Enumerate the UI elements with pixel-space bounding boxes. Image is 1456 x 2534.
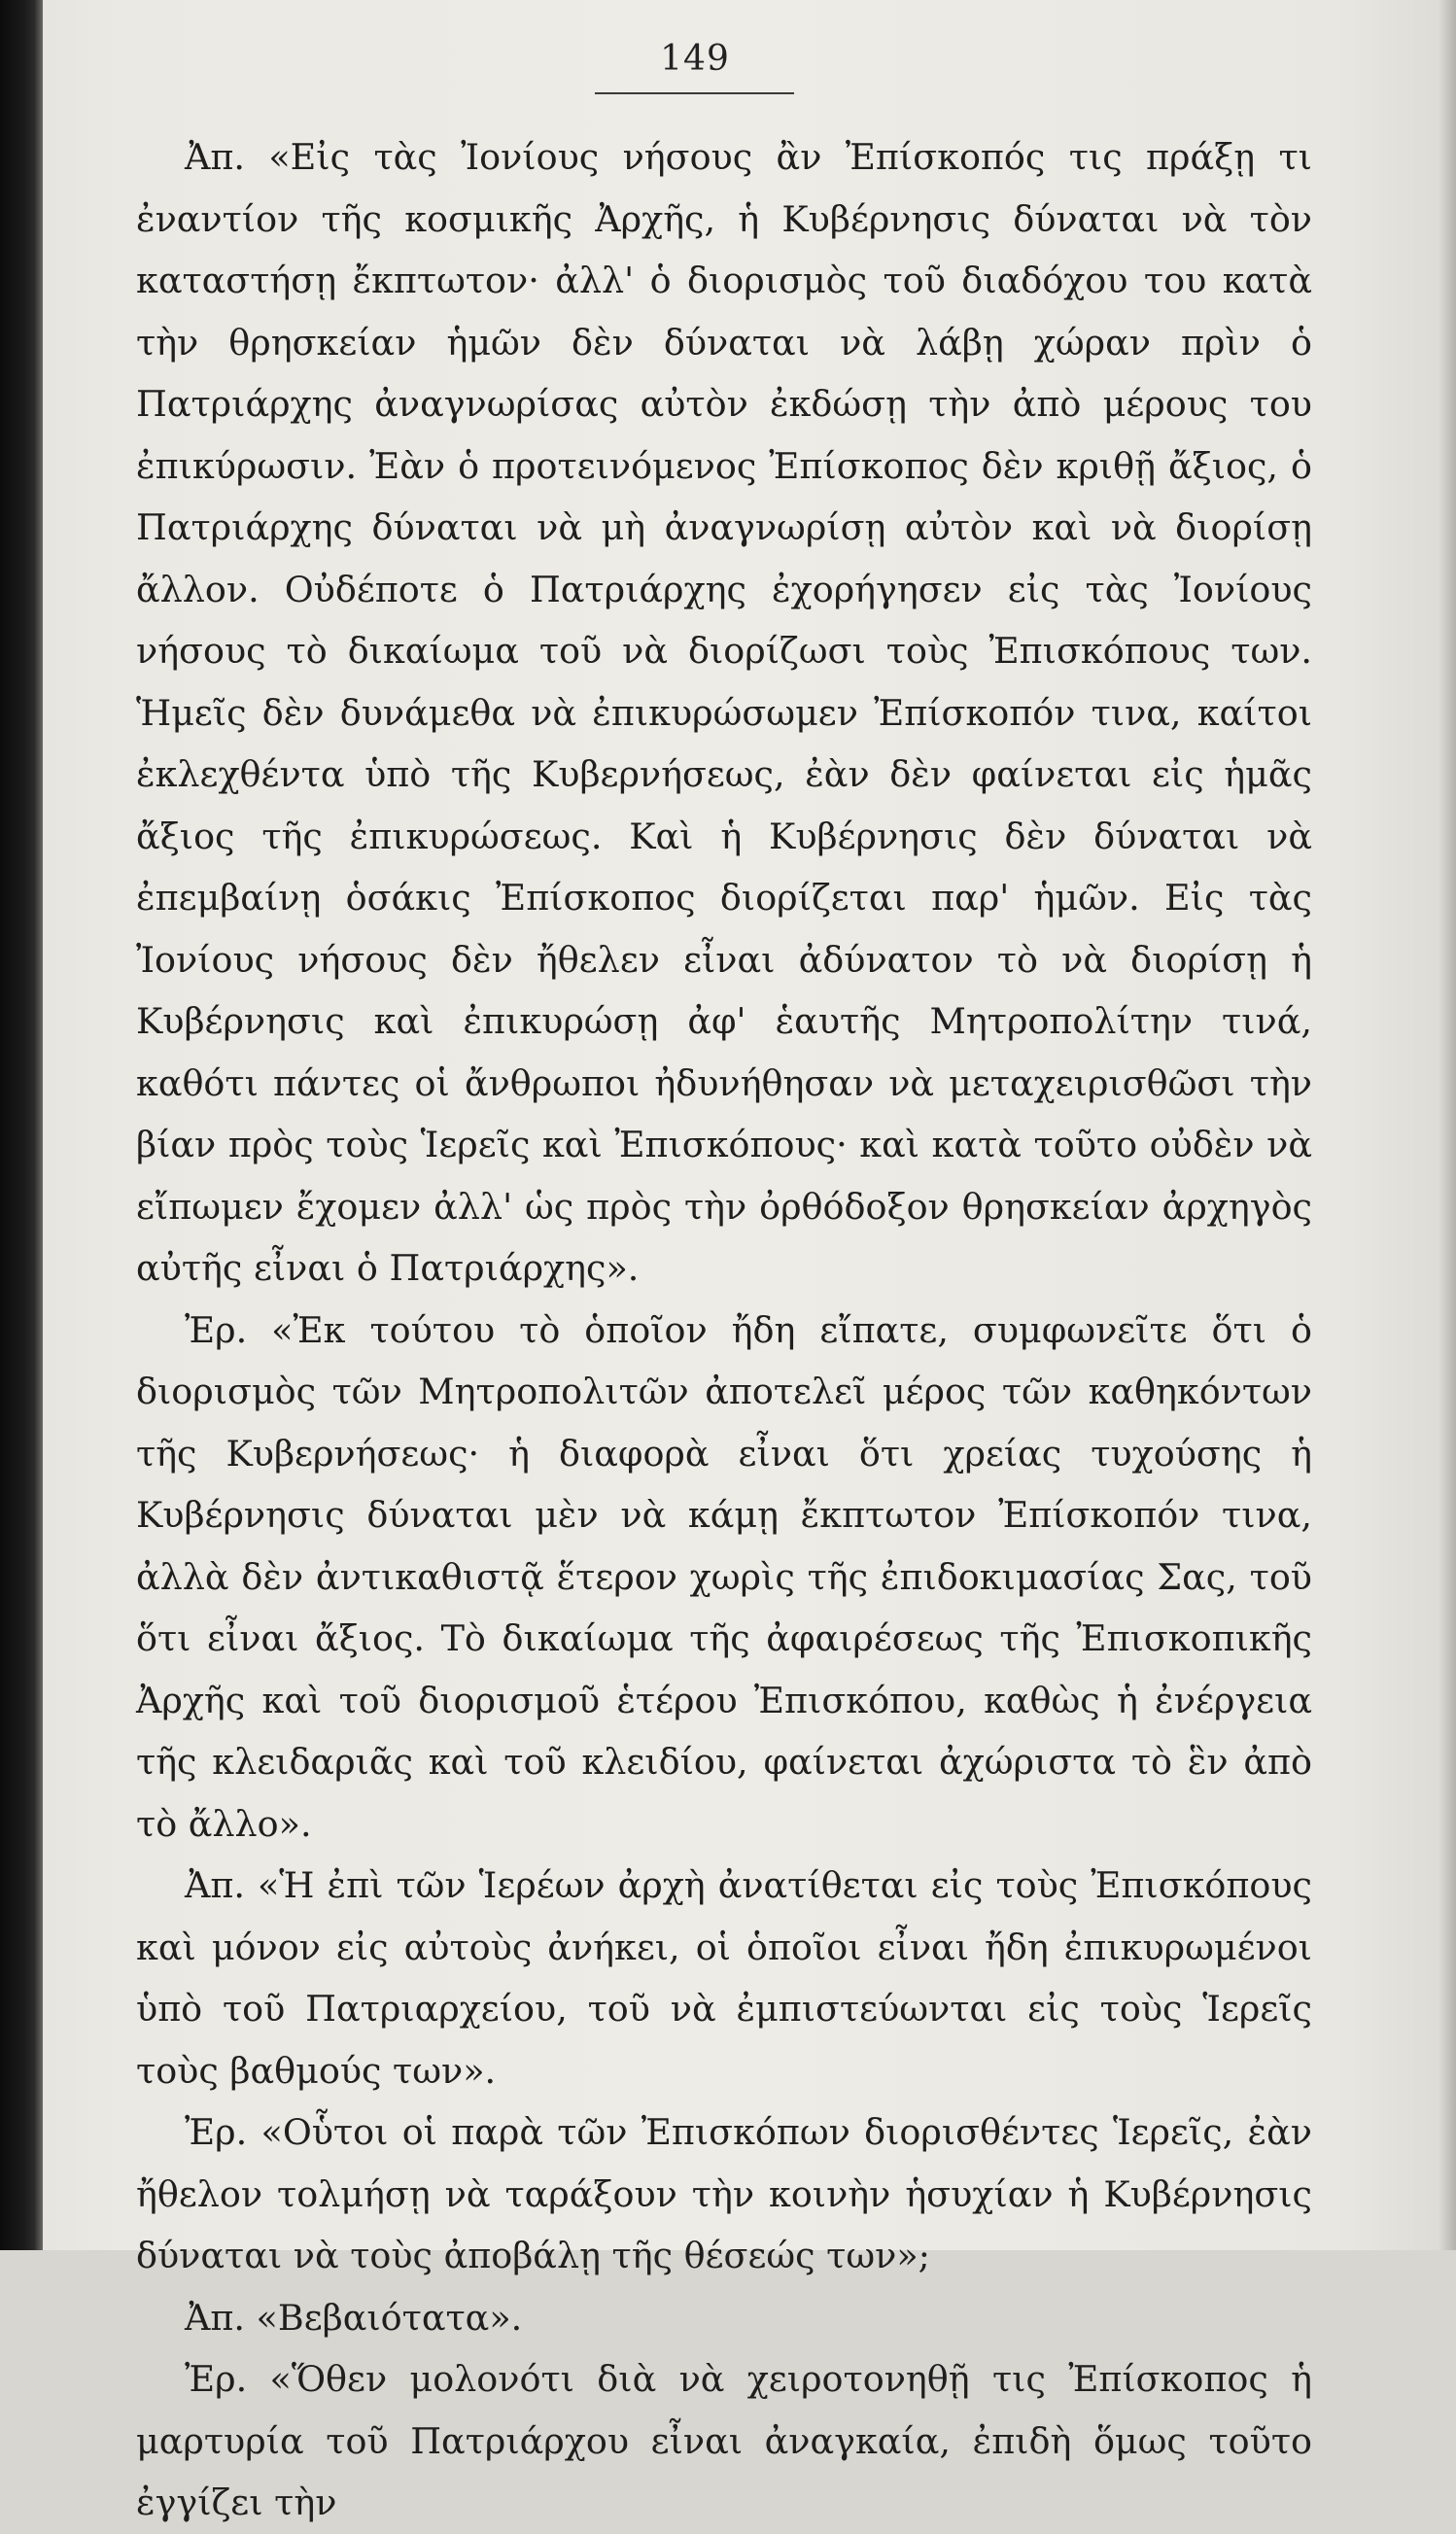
paragraph-question-2: Ἐρ. «Οὗτοι οἱ παρὰ τῶν Ἐπισκόπων διορισθέντες Ἱερεῖς, ἐὰν ἤθελον τολμήσῃ νὰ ταράξουν τὴν κοινὴν ἡσυχίαν ἡ Κυβέρνησις δύναται νὰ τοὺς ἀποβάλῃ τῆς θέσεώς των»; <box>136 2111 1312 2276</box>
body-text <box>136 126 1312 2534</box>
header-rule <box>595 92 794 94</box>
paragraph-answer-1: Ἀπ. «Εἰς τὰς Ἰονίους νήσους ἂν Ἐπίσκοπός τις πράξῃ τι ἐναντίον τῆς κοσμικῆς Ἀρχῆς, ἡ Κυβέρνησις δύναται νὰ τὸν καταστήσῃ ἔκπτωτον· ἀλλ' ὁ διορισμὸς τοῦ διαδόχου του κατὰ τὴν θρησκείαν ἡμῶν δὲν δύναται νὰ λάβῃ χώραν πρὶν ὁ Πατριάρχης ἀναγνωρίσας αὐτὸν ἐκδώσῃ τὴν ἀπὸ μέρους του ἐπικύρωσιν. Ἐὰν ὁ προτεινόμενος Ἐπίσκοπος δὲν κριθῇ ἄξιος, ὁ Πατριάρχης δύναται νὰ μὴ ἀναγνωρίσῃ αὐτὸν καὶ νὰ διορίσῃ ἄλλον. Οὐδέποτε ὁ Πατριάρχης ἐχορήγησεν εἰς τὰς Ἰονίους νήσους τὸ δικαίωμα τοῦ νὰ διορίζωσι τοὺς Ἐπισκόπους των. Ἡμεῖς δὲν δυνάμεθα νὰ ἐπικυρώσωμεν Ἐπίσκοπόν τινα, καίτοι ἐκλεχθέντα ὑπὸ τῆς Κυβερνήσεως, ἐὰν δὲν φαίνεται εἰς ἡμᾶς ἄξιος τῆς ἐπικυρώσεως. Καὶ ἡ Κυβέρνησις δὲν δύναται νὰ ἐπεμβαίνῃ ὁσάκις Ἐπίσκοπος διορίζεται παρ' ἡμῶν. Εἰς τὰς Ἰονίους νήσους δὲν ἤθελεν εἶναι ἀδύνατον τὸ νὰ διορίσῃ ἡ Κυβέρνησις καὶ ἐπικυρώσῃ ἀφ' ἑαυτῆς Μητροπολίτην τινά, καθότι πάντες οἱ ἄνθρωποι ἠδυνήθησαν νὰ μεταχειρισθῶσι τὴν βίαν πρὸς τοὺς Ἱερεῖς καὶ Ἐπισκόπους· καὶ κατὰ τοῦτο οὐδὲν νὰ εἴπωμεν ἔχομεν ἀλλ' ὡς πρὸς τὴν ὀρθόδοξον θρησκείαν ἀρχηγὸς αὐτῆς εἶναι ὁ Πατριάρχης». <box>136 136 1312 1289</box>
page-edge-shadow <box>1439 0 1456 2250</box>
paragraph-question-1: Ἐρ. «Ἐκ τούτου τὸ ὁποῖον ἤδη εἴπατε, συμφωνεῖτε ὅτι ὁ διορισμὸς τῶν Μητροπολιτῶν ἀποτελεῖ μέρος τῶν καθηκόντων τῆς Κυβερνήσεως· ἡ διαφορὰ εἶναι ὅτι χρείας τυχούσης ἡ Κυβέρνησις δύναται μὲν νὰ κάμῃ ἔκπτωτον Ἐπίσκοπόν τινα, ἀλλὰ δὲν ἀντικαθιστᾷ ἕτερον χωρὶς τῆς ἐπιδοκιμασίας Σας, τοῦ ὅτι εἶναι ἄξιος. Τὸ δικαίωμα τῆς ἀφαιρέσεως τῆς Ἐπισκοπικῆς Ἀρχῆς καὶ τοῦ διορισμοῦ ἑτέρου Ἐπισκόπου, καθὼς ἡ ἐνέργεια τῆς κλειδαριᾶς καὶ τοῦ κλειδίου, φαίνεται ἀχώριστα τὸ ἓν ἀπὸ τὸ ἄλλο». <box>136 1308 1312 1845</box>
paragraph-answer-3: Ἀπ. «Βεβαιότατα». <box>185 2296 523 2339</box>
paragraph-answer-2: Ἀπ. «Ἡ ἐπὶ τῶν Ἱερέων ἀρχὴ ἀνατίθεται εἰς τοὺς Ἐπισκόπους καὶ μόνον εἰς αὐτοὺς ἀνήκει, οἱ ὁποῖοι εἶναι ἤδη ἐπικυρωμένοι ὑπὸ τοῦ Πατριαρχείου, τοῦ νὰ ἐμπιστεύωνται εἰς τοὺς Ἱερεῖς τοὺς βαθμούς των». <box>136 1864 1312 2092</box>
paragraph-question-3: Ἐρ. «Ὅθεν μολονότι διὰ νὰ χειροτονηθῇ τις Ἐπίσκοπος ἡ μαρτυρία τοῦ Πατριάρχου εἶναι ἀναγκαία, ἐπιδὴ ὅμως τοῦτο ἐγγίζει τὴν <box>136 2358 1312 2523</box>
book-binding-shadow <box>0 0 43 2250</box>
page-number: 149 <box>660 39 730 79</box>
